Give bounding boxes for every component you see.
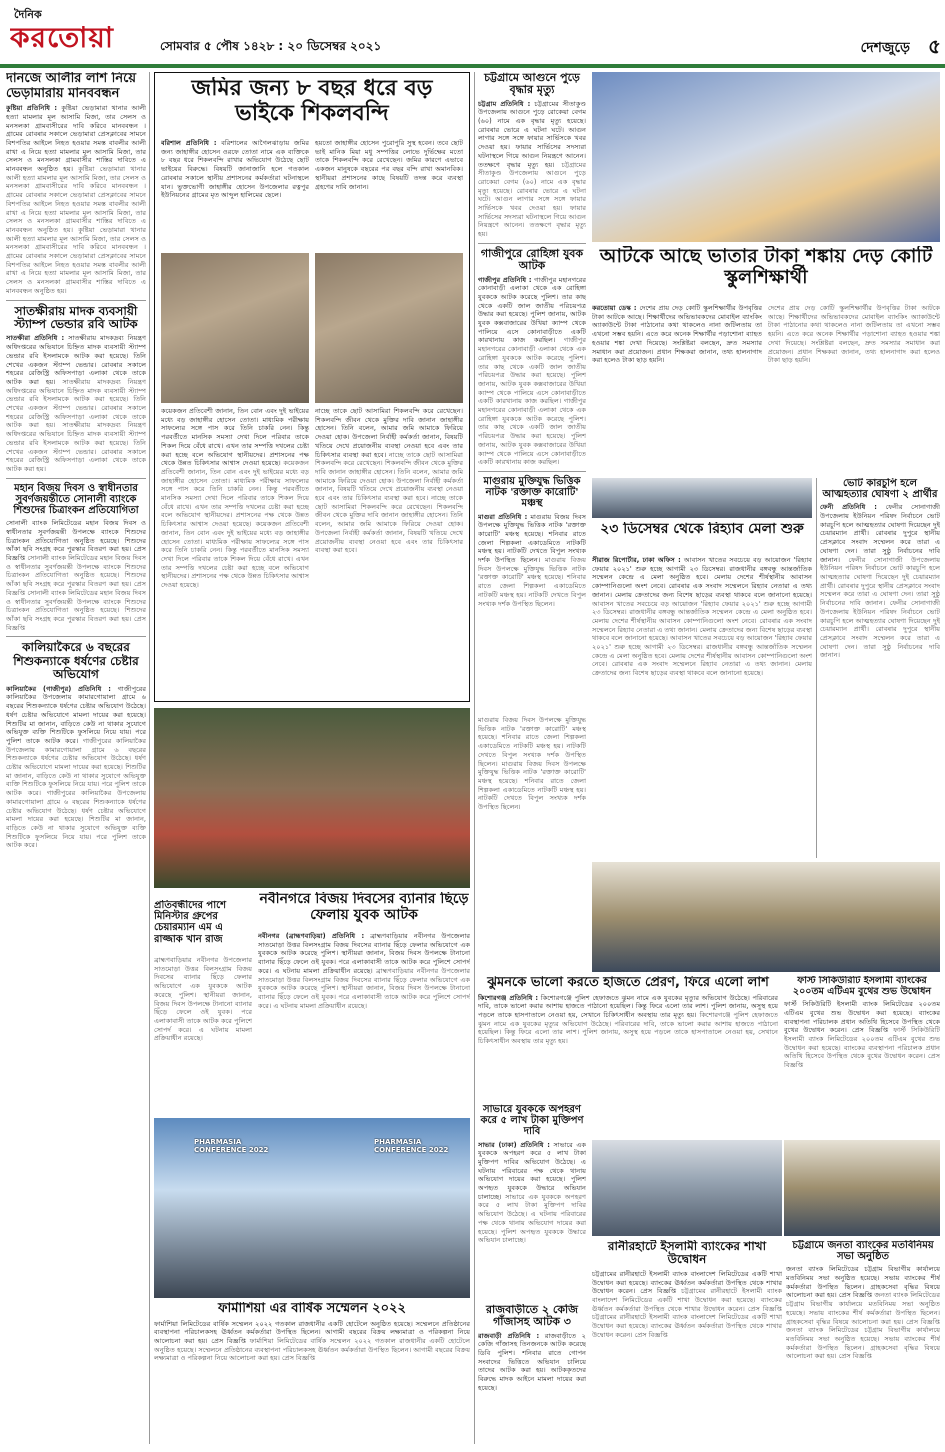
body-a4-repeat: গাজীপুরের কালিয়াকৈর উপজেলায় কামারগোয়ালা গ্রামে ৬ বছরের শিশুকন্যাকে ধর্ষণের চেষ্টার অভিযোগ উঠেছে। ধর্ষণ চেষ্টার অভিযোগে মামলা দায়ের করা হয়েছে। শিশুটির মা জানান, বাড়িতে কেউ না থাকার সুযোগে অভিযুক্ত ব্যক্তি শিশুটিকে ফুসলিয়ে নিয়ে যায়। পরে পুলিশ তাকে আটক করে। (6, 736, 146, 798)
body-a11-repeat2: আবাসন খাতের সবচেয়ে বড় আয়োজন 'রিহ্যাব ফেয়ার ২০২১' শুরু হচ্ছে আগামী ২৩ ডিসেম্বর। রাজধানীর বঙ্গবন্ধু আন্তর্জাতিক সম্মেলন কেন্দ্রে এ মেলা অনুষ্ঠিত হবে। মেলায় দেশের শীর্ষস্থানীয় আবাসন কোম্পানিগুলো অংশ নেবে। রোবৰার এক সংবাদ সম্মেলনে রিহ্যাব নেতারা এ তথ্য জানান। মেলায় ক্রেতাদের জন্য বিশেষ ছাড়ের ব্যবস্থা থাকবে বলে জানানো হয়েছে। (592, 634, 812, 678)
body-a5-left: ব্রাহ্মণবাড়িয়ার নবীনগর উপজেলার সাতমোড়া উত্তর বিলসংগ্রাম বিজয় দিবসের ব্যানার ছিঁড়ে ফেলার অভিযোগে এক যুবককে আটক করেছে পুলিশ। স্থানীয়রা জানান, বিজয় দিবস উপলক্ষে টানানো ব্যানার ছিঁড়ে ফেলে ওই যুবক। পরে এলাকাবাসী তাকে আটক করে পুলিশে সোপর্দ করে। এ ঘটনায় মামলা প্রক্রিয়াধীন রয়েছে। (154, 956, 252, 1043)
body-main-left: বরিশালের আগৈলঝাড়ায় জমির জন্য জাহাঙ্গীর হোসেন ওরফে তোতা নামে এক ব্যক্তিকে ৮ বছর ধরে শিকলবন্দি রাখার অভিযোগ উঠেছে ছোট ভাইয়ের বিরুদ্ধে। বিষয়টি জানাজানি হলে গতকাল রোবৰার সকালে স্থানীয় প্রশাসনের কর্মকর্তারা ঘটনাস্থলে যান। ভুক্তভোগী জাহাঙ্গীর হোসেন উপজেলার রত্নপুর ইউনিয়নের গ্রামের মৃত আব্দুল হালিমের ছেলে। (161, 139, 309, 200)
body-a6-repeat: ফার্মাশিয়া লিমিটেডের বার্ষিক সম্মেলন ২০২২ গতকাল রাজধানীর একটি হোটেলে অনুষ্ঠিত হয়েছে। সম্মেলনে প্রতিষ্ঠানের ব্যবস্থাপনা পরিচালকসহ ঊর্ধ্বতন কর্মকর্তারা উপস্থিত ছিলেন। আগামী বছরের বিক্রয় লক্ষ্যমাত্রা ও পরিকল্পনা নিয়ে আলোচনা করা হয়। প্রেস বিজ্ঞপ্তি (154, 1336, 470, 1363)
page-header (0, 0, 945, 70)
body-a15: রাজবাড়ীতে ২ কেজি গাঁজাসহ তিনজনকে আটক করেছে ডিবি পুলিশ। শনিবার রাতে গোপন সংবাদের ভিত্তিতে অভিযান চালিয়ে তাদের আটক করা হয়। আটককৃতদের বিরুদ্ধে মাদক আইনে মামলা দায়ের করা হয়েছে। (478, 1331, 586, 1392)
newspaper-logo: করতোয়া (10, 21, 114, 54)
byline-a4: কালিয়াকৈর (গাজীপুর) প্রতিনিধি : (6, 684, 111, 693)
headline-a9: মাগুরায় মুক্তিযুদ্ধ ভিত্তিক নাটক 'রক্তাক্ত কারোটি' মঞ্চস্থ (483, 475, 581, 510)
pharmasia-article (154, 1302, 470, 1444)
byline-main: বরিশাল প্রতিনিধি : (161, 139, 217, 147)
students-body-right (768, 304, 940, 474)
headline-a16: রানীরহাটে ইসলামী ব্যাংকের শাখা উদ্বোধন (607, 1240, 767, 1267)
body-a16: চট্টগ্রামের রানীরহাটে ইসলামী ব্যাংক বাংলাদেশ লিমিটেডের একটি শাখা উদ্বোধন করা হয়েছে। ব্যাংকের ঊর্ধ্বতন কর্মকর্তারা উপস্থিত থেকে শাখার উদ্বোধন করেন। প্রেস বিজ্ঞপ্তি (592, 1269, 782, 1296)
article-a4 (6, 685, 146, 850)
body-a1-repeat: কুষ্টিয়া ভেড়ামারা থানার আলী হত্যা মামলার মূল আসামি মিজা, তার সেলস ও মনসলকা গ্রামবাসীরের দাবি করিবে মানববন্ধন । গ্রামের রোবৰার সকালে ভেড়ামারা প্রেসক্লাবের সামনে বিশপতির আইলে নিহত হওয়ার সমস্ত বাবলীর আলী রাখা এ নিয়ে হত্যা মামলার মূল আসামি মিজা, তার সেলস ও মনসলকা গ্রামবাসীর শাস্তির দাবিতে এ মানববন্ধন অনুষ্ঠিত হয়। (6, 165, 146, 234)
byline-a12: কিশোরগঞ্জ প্রতিনিধি : (478, 993, 539, 1002)
article-a13 (784, 1000, 940, 1070)
body-a11: আবাসন খাতের সবচেয়ে বড় আয়োজন 'রিহ্যাব ফেয়ার ২০২১' শুরু হচ্ছে আগামী ২৩ ডিসেম্বর। রাজধানীর বঙ্গবন্ধু আন্তর্জাতিক সম্মেলন কেন্দ্রে এ মেলা অনুষ্ঠিত হবে। মেলায় দেশের শীর্ষস্থানীয় আবাসন কোম্পানিগুলো অংশ নেবে। রোবৰার এক সংবাদ সম্মেলনে রিহ্যাব নেতারা এ তথ্য জানান। মেলায় ক্রেতাদের জন্য বিশেষ ছাড়ের ব্যবস্থা থাকবে বলে জানানো হয়েছে। (592, 556, 812, 599)
article-a11 (592, 556, 812, 846)
headline-a3: মহান বিজয় দিবস ও স্বাধীনতার সুবর্ণজয়ন্তীতে সোনালী ব্যাংকে শিশুদের চিত্রাংকন প্রতিযোগিতা (13, 482, 139, 517)
body-a5: ব্রাহ্মণবাড়িয়ার নবীনগর উপজেলার সাতমোড়া উত্তর বিলসংগ্রাম বিজয় দিবসের ব্যানার ছিঁড়ে ফেলার অভিযোগে এক যুবককে আটক করেছে পুলিশ। স্থানীয়রা জানান, বিজয় দিবস উপলক্ষে টানানো ব্যানার ছিঁড়ে ফেলে ওই যুবক। পরে এলাকাবাসী তাকে আটক করে পুলিশে সোপর্দ করে। এ ঘটনায় মামলা প্রক্রিয়াধীন রয়েছে। (258, 932, 470, 975)
body-a9-cont: মাগুরায় বিজয় দিবস উপলক্ষে মুক্তিযুদ্ধ ভিত্তিক নাটক 'রক্তাক্ত কারোটি' মঞ্চস্থ হয়েছে। শনিবার রাতে জেলা শিল্পকলা একাডেমিতে নাটকটি মঞ্চস্থ হয়। নাটকটি দেখতে বিপুল সংখ্যক দর্শক উপস্থিত ছিলেন। (478, 716, 586, 768)
byline-a14: সাভার (ঢাকা) প্রতিনিধি : (478, 1140, 550, 1149)
body-a12-repeat: কিশোরগঞ্জে পুলিশ হেফাজতে ঝুমন নামে এক যুবকের মৃত্যুর অভিযোগ উঠেছে। পরিবারের দাবি, তাকে ভালো করার আশায় হাজতে পাঠানো হয়েছিল। কিন্তু ফিরে এলো তার লাশ। পুলিশ জানায়, অসুস্থ হয়ে পড়লে তাকে হাসপাতালে নেওয়া হয়, সেখানে চিকিৎসাধীন অবস্থায় তার মৃত্যু হয়। (478, 1010, 778, 1046)
ribbon-photo (592, 862, 940, 972)
main-photo-2 (315, 253, 463, 403)
article-a14 (478, 1141, 586, 1245)
body-a9-cont2: মাগুরায় বিজয় দিবস উপলক্ষে মুক্তিযুদ্ধ ভিত্তিক নাটক 'রক্তাক্ত কারোটি' মঞ্চস্থ হয়েছে। শনিবার রাতে জেলা শিল্পকলা একাডেমিতে নাটকটি মঞ্চস্থ হয়। নাটকটি দেখতে বিপুল সংখ্যক দর্শক উপস্থিত ছিলেন। (478, 759, 586, 812)
main-body-4 (315, 407, 463, 697)
body-a2: সাতক্ষীরায় মাদকদ্রব্য নিয়ন্ত্রণ অধিদপ্তরের অভিযানে চিহ্নিত মাদক ব্যবসায়ী স্ট্যাম্প ভেন্ডার রবি ইসলামকে আটক করা হয়েছে। তিনি শেখের একজন স্ট্যাম্প ভেন্ডার। রোবৰার সকালে শহরের রেজিস্ট্রি অফিসপাড়া এলাকা থেকে তাকে আটক করা হয়। (6, 334, 146, 386)
headline-a1: দানজে আলীর লাশ নিয়ে ভেড়ামারায় মানববন্ধন (6, 72, 137, 101)
body-a9: মাগুরায় বিজয় দিবস উপলক্ষে মুক্তিযুদ্ধ ভিত্তিক নাটক 'রক্তাক্ত কারোটি' মঞ্চস্থ হয়েছে। শনিবার রাতে জেলা শিল্পকলা একাডেমিতে নাটকটি মঞ্চস্থ হয়। নাটকটি দেখতে বিপুল সংখ্যক দর্শক উপস্থিত ছিলেন। (478, 512, 586, 565)
divider (478, 471, 586, 472)
column-rule (149, 72, 150, 1444)
rajbari-article (478, 1304, 586, 1444)
byline-a1: কুষ্টিয়া প্রতিনিধি : (6, 104, 58, 113)
logo-top: দৈনিক (14, 8, 42, 21)
headline-a7: চট্টগ্রামে আগুনে পুড়ে বৃদ্ধার মৃত্যু (484, 72, 580, 97)
crowd-photo (154, 708, 470, 888)
headline-a6: ফার্মাশিয়া এর বার্ষিক সম্মেলন ২০২২ (218, 1302, 406, 1316)
headline-a2: সাতক্ষীরায় মাদক ব্যবসায়ী স্ট্যাম্প ভেন্ডার রবি আটক (14, 303, 138, 331)
body-a1: কুষ্টিয়া ভেড়ামারা থানার আলী হত্যা মামলার মূল আসামি মিজা, তার সেলস ও মনসলকা গ্রামবাসীরের দাবি করিবে মানববন্ধন । গ্রামের রোবৰার সকালে ভেড়ামারা প্রেসক্লাবের সামনে বিশপতির আইলে নিহত হওয়ার সমস্ত বাবলীর আলী রাখা এ নিয়ে হত্যা মামলার মূল আসামি মিজা, তার সেলস ও মনসলকা গ্রামবাসীর শাস্তির দাবিতে এ মানববন্ধন অনুষ্ঠিত হয়। (6, 104, 146, 174)
body-a10: ফেনীর সোনাগাজী উপজেলায় ইউনিয়ন পরিষদ নির্বাচনে ভোট কারচুপি হলে আত্মহত্যার ঘোষণা দিয়েছেন দুই চেয়ারম্যান প্রার্থী। রোবৰার দুপুরে স্থানীয় প্রেসক্লাবে সংবাদ সম্মেলন করে তারা এ ঘোষণা দেন। তারা সুষ্ঠু নির্বাচনের দাবি জানান। (820, 503, 940, 564)
middle-lower-text (478, 716, 586, 812)
islami-bank-article (592, 1240, 782, 1444)
body-students: দেশের প্রায় দেড় কোটি স্কুলশিক্ষার্থীর উপবৃত্তির টাকা আটকে আছে। শিক্ষার্থীদের অভিভাবকদের মোবাইল ব্যাংকিং অ্যাকাউন্টে টাকা পাঠানোর কথা থাকলেও নানা জটিলতায় তা এখনো সম্ভব হয়নি। এতে করে অনেক শিক্ষার্থীর পড়াশোনা ব্যাহত হওয়ার শঙ্কা দেখা দিয়েছে। সংশ্লিষ্টরা বলছেন, দ্রুত সমস্যার সমাধান করা প্রয়োজন। প্রধান শিক্ষকরা জানান, তথ্য হালনাগাদ করা হলেও টাকা ছাড় হয়নি। (592, 304, 762, 365)
body-a10-repeat: ফেনীর সোনাগাজী উপজেলায় ইউনিয়ন পরিষদ নির্বাচনে ভোট কারচুপি হলে আত্মহত্যার ঘোষণা দিয়েছেন দুই চেয়ারম্যান প্রার্থী। রোবৰার দুপুরে স্থানীয় প্রেসক্লাবে সংবাদ সম্মেলন করে তারা এ ঘোষণা দেন। তারা সুষ্ঠু নির্বাচনের দাবি জানান। (820, 555, 940, 608)
students-body-left (592, 304, 762, 474)
body-a17: জনতা ব্যাংক লিমিটেডের চট্টগ্রাম বিভাগীয় কার্যালয়ে মতবিনিময় সভা অনুষ্ঠিত হয়েছে। সভায় ব্যাংকের শীর্ষ কর্মকর্তারা উপস্থিত ছিলেন। গ্রাহকসেবা বৃদ্ধির বিষয়ে আলোচনা করা হয়। প্রেস বিজ্ঞপ্তি (786, 1265, 940, 1300)
article-a9 (478, 513, 586, 609)
headline-a15: রাজবাড়ীতে ২ কেজি গাঁজাসহ আটক ৩ (485, 1304, 579, 1329)
divider (6, 636, 146, 637)
body-a2-repeat: সাতক্ষীরায় মাদকদ্রব্য নিয়ন্ত্রণ অধিদপ্তরের অভিযানে চিহ্নিত মাদক ব্যবসায়ী স্ট্যাম্প ভেন্ডার রবি ইসলামকে আটক করা হয়েছে। তিনি শেখের একজন স্ট্যাম্প ভেন্ডার। রোবৰার সকালে শহরের রেজিস্ট্রি অফিসপাড়া এলাকা থেকে তাকে আটক করা হয়। (6, 377, 146, 430)
section-name: দেশজুড়ে (860, 40, 910, 56)
body-a7-repeat: চট্টগ্রামের সীতাকুণ্ড উপজেলায় আগুনে পুড়ে রোকেয়া বেগম (৬০) নামে এক বৃদ্ধার মৃত্যু হয়েছে। রোবৰার ভোরে এ ঘটনা ঘটে। আগুন লাগার সঙ্গে সঙ্গে ফায়ার সার্ভিসকে খবর দেওয়া হয়। ফায়ার সার্ভিসের সদস্যরা ঘটনাস্থলে গিয়ে আগুন নিয়ন্ত্রণে আনেন। ততক্ষণে বৃদ্ধার মৃত্যু হয়। (478, 160, 586, 239)
caption-body2-main-rep2: নাচ্ছে তাকে ছোট আসামিরা শিকলবন্দি করে রেখেছেন। শিকলবন্দি জীবন থেকে মুক্তির দাবি জানান জাহাঙ্গীর হোসেন। তিনি বলেন, আমার জমি আমাকে ফিরিয়ে দেওয়া হোক। উপজেলা নির্বাহী কর্মকর্তা জানান, বিষয়টি খতিয়ে দেখে প্রয়োজনীয় ব্যবস্থা নেওয়া হবে এবং তার চিকিৎসার ব্যবস্থা করা হবে। (315, 494, 463, 555)
header-rule (0, 64, 945, 68)
headline-a12: ঝুমনকে ভালো করতে হাজতে প্রেরণ, ফিরে এলো লাশ (487, 976, 769, 990)
fsib-article (784, 976, 940, 1136)
main-story (154, 72, 470, 702)
pharmasia-photo (154, 1118, 470, 1298)
column-rule (474, 72, 475, 1444)
divider (6, 300, 146, 301)
article-a17 (786, 1265, 940, 1361)
body-a13: ফার্স্ট সিকিউরিটি ইসলামী ব্যাংক লিমিটেডের ২০০তম এটিএম বুথের শুভ উদ্বোধন করা হয়েছে। ব্যাংকের ব্যবস্থাপনা পরিচালক প্রধান অতিথি হিসেবে উপস্থিত থেকে বুথের উদ্বোধন করেন। প্রেস বিজ্ঞপ্তি (784, 1000, 940, 1035)
body-a12: কিশোরগঞ্জে পুলিশ হেফাজতে ঝুমন নামে এক যুবকের মৃত্যুর অভিযোগ উঠেছে। পরিবারের দাবি, তাকে ভালো করার আশায় হাজতে পাঠানো হয়েছিল। কিন্তু ফিরে এলো তার লাশ। পুলিশ জানায়, অসুস্থ হয়ে পড়লে তাকে হাসপাতালে নেওয়া হয়, সেখানে চিকিৎসাধীন অবস্থায় তার মৃত্যু হয়। (478, 993, 778, 1019)
article-a16 (592, 1270, 782, 1340)
body-a8: গাজীপুর মহানগরের কোনাবাড়ী এলাকা থেকে এক রোহিঙ্গা যুবককে আটক করেছে পুলিশ। তার কাছ থেকে একটি জাল জাতীয় পরিচয়পত্র উদ্ধার করা হয়েছে। পুলিশ জানায়, আটক যুবক কক্সবাজারের উখিয়া ক্যাম্প থেকে পালিয়ে এসে কোনাবাড়ীতে একটি কারখানায় কাজ করছিল। (478, 275, 586, 345)
headline-a14: সাভারে যুবককে অপহরণ করে ৫ লাখ টাকা মুক্তিপণ দাবি (480, 1104, 584, 1138)
article-a3 (6, 519, 146, 632)
vote-article (820, 478, 940, 858)
body-a7: চট্টগ্রামের সীতাকুণ্ড উপজেলায় আগুনে পুড়ে রোকেয়া বেগম (৬০) নামে এক বৃদ্ধার মৃত্যু হয়েছে। রোবৰার ভোরে এ ঘটনা ঘটে। আগুন লাগার সঙ্গে সঙ্গে ফায়ার সার্ভিসকে খবর দেওয়া হয়। ফায়ার সার্ভিসের সদস্যরা ঘটনাস্থলে গিয়ে আগুন নিয়ন্ত্রণে আনেন। ততক্ষণে বৃদ্ধার মৃত্যু হয়। (478, 99, 586, 169)
date-line: সোমবার ৫ পৌষ ১৪২৮ : ২০ ডিসেম্বর ২০২১ (160, 39, 382, 53)
main-body-left (161, 139, 309, 249)
byline-a2: সাতক্ষীরা প্রতিনিধি : (6, 334, 65, 343)
article-a2 (6, 334, 146, 473)
headline-a10: ভোট কারচুপি হলে আত্মহত্যার ঘোষণা ২ প্রার্থীর (822, 478, 938, 501)
article-a7 (478, 100, 586, 239)
article-a5 (258, 932, 470, 1112)
column-rule (816, 478, 817, 858)
body-a17-repeat2: জনতা ব্যাংক লিমিটেডের চট্টগ্রাম বিভাগীয় কার্যালয়ে মতবিনিময় সভা অনুষ্ঠিত হয়েছে। সভায় ব্যাংকের শীর্ষ কর্মকর্তারা উপস্থিত ছিলেন। গ্রাহকসেবা বৃদ্ধির বিষয়ে আলোচনা করা হয়। প্রেস বিজ্ঞপ্তি (786, 1326, 940, 1361)
byline-a5: নবীনগর (ব্রাহ্মণবাড়িয়া) প্রতিনিধি : (258, 932, 365, 940)
janata-photo (784, 1140, 940, 1236)
main-photo-1 (161, 253, 309, 403)
article-a5-left (154, 956, 252, 1112)
headline-a5: নবীনগরে বিজয় দিবসের ব্যানার ছিঁড়ে ফেলায় যুবক আটক (259, 892, 469, 923)
article-a8 (478, 276, 586, 467)
body-a4-repeat2: গাজীপুরের কালিয়াকৈর উপজেলায় কামারগোয়ালা গ্রামে ৬ বছরের শিশুকন্যাকে ধর্ষণের চেষ্টার অভিযোগ উঠেছে। ধর্ষণ চেষ্টার অভিযোগে মামলা দায়ের করা হয়েছে। শিশুটির মা জানান, বাড়িতে কেউ না থাকার সুযোগে অভিযুক্ত ব্যক্তি শিশুটিকে ফুসলিয়ে নিয়ে যায়। পরে পুলিশ তাকে আটক করে। (6, 789, 146, 850)
byline-students: করতোয়া ডেস্ক : (592, 304, 637, 312)
body-a16-repeat: চট্টগ্রামের রানীরহাটে ইসলামী ব্যাংক বাংলাদেশ লিমিটেডের একটি শাখা উদ্বোধন করা হয়েছে। ব্যাংকের ঊর্ধ্বতন কর্মকর্তারা উপস্থিত থেকে শাখার উদ্বোধন করেন। প্রেস বিজ্ঞপ্তি (592, 1287, 782, 1313)
headline-a8: গাজীপুরে রোহিঙ্গা যুবক আটক (480, 246, 584, 273)
body-a11-repeat: আবাসন খাতের সবচেয়ে বড় আয়োজন 'রিহ্যাব ফেয়ার ২০২১' শুরু হচ্ছে আগামী ২৩ ডিসেম্বর। রাজধানীর বঙ্গবন্ধু আন্তর্জাতিক সম্মেলন কেন্দ্রে এ মেলা অনুষ্ঠিত হবে। মেলায় দেশের শীর্ষস্থানীয় আবাসন কোম্পানিগুলো অংশ নেবে। রোবৰার এক সংবাদ সম্মেলনে রিহ্যাব নেতারা এ তথ্য জানান। মেলায় ক্রেতাদের জন্য বিশেষ ছাড়ের ব্যবস্থা থাকবে বলে জানানো হয়েছে। (592, 599, 812, 643)
divider (6, 478, 146, 479)
crowd-caption: প্রতিবন্ধীদের পাশে মিনিস্টার গ্রুপের চেয়ারম্যান এম এ রাজ্জাক খান রাজ (154, 900, 227, 945)
headline-a17: চট্টগ্রামে জনতা ব্যাংকের মতবিনিময় সভা অনুষ্ঠিত (792, 1240, 934, 1263)
body-a3-repeat: সোনালী ব্যাংক লিমিটেডের মহান বিজয় দিবস ও স্বাধীনতার সুবর্ণজয়ন্তী উপলক্ষে ব্যাংকে শিশুদের চিত্রাংকন প্রতিযোগিতা অনুষ্ঠিত হয়েছে। শিশুদের আঁকা ছবি সংগ্রহ করে পুরস্কার বিতরণ করা হয়। প্রেস বিজ্ঞপ্তি (6, 554, 146, 597)
headline-a11: ২৩ ডিসেম্বর থেকে রিহ্যাব মেলা শুরু (600, 522, 804, 537)
page-number: ৫ (928, 34, 941, 58)
byline-a7: চট্টগ্রাম প্রতিনিধি : (478, 99, 531, 108)
body-a8-repeat2: গাজীপুর মহানগরের কোনাবাড়ী এলাকা থেকে এক রোহিঙ্গা যুবককে আটক করেছে পুলিশ। তার কাছ থেকে একটি জাল জাতীয় পরিচয়পত্র উদ্ধার করা হয়েছে। পুলিশ জানায়, আটক যুবক কক্সবাজারের উখিয়া ক্যাম্প থেকে পালিয়ে এসে কোনাবাড়ীতে একটি কারখানায় কাজ করছিল। (478, 397, 586, 467)
body-a16-repeat2: চট্টগ্রামের রানীরহাটে ইসলামী ব্যাংক বাংলাদেশ লিমিটেডের একটি শাখা উদ্বোধন করা হয়েছে। ব্যাংকের ঊর্ধ্বতন কর্মকর্তারা উপস্থিত থেকে শাখার উদ্বোধন করেন। প্রেস বিজ্ঞপ্তি (592, 1313, 782, 1339)
body-a5-repeat: ব্রাহ্মণবাড়িয়ার নবীনগর উপজেলার সাতমোড়া উত্তর বিলসংগ্রাম বিজয় দিবসের ব্যানার ছিঁড়ে ফেলার অভিযোগে এক যুবককে আটক করেছে পুলিশ। স্থানীয়রা জানান, বিজয় দিবস উপলক্ষে টানানো ব্যানার ছিঁড়ে ফেলে ওই যুবক। পরে এলাকাবাসী তাকে আটক করে পুলিশে সোপর্দ করে। এ ঘটনায় মামলা প্রক্রিয়াধীন রয়েছে। (258, 966, 470, 1010)
caption-body-main-rep: কয়েকজন প্রতিবেশী জানান, তিন বোন এবং দুই ভাইয়ের মধ্যে বড় জাহাঙ্গীর হোসেন তোতা। মাধ্যমিক পরীক্ষায় সাফল্যের সঙ্গে পাস করে তিনি চাকরি নেন। কিন্তু পরবর্তীতে মানসিক সমস্যা দেখা দিলে পরিবার তাকে শিকল দিয়ে বেঁধে রাখে। এখন তার সম্পত্তি দখলের চেষ্টা করা হচ্ছে বলে অভিযোগ স্থানীয়দের। প্রশাসনের পক্ষ থেকে উন্নত চিকিৎসার আশ্বাস দেওয়া হয়েছে। (161, 459, 309, 529)
caption-body2-main: নাচ্ছে তাকে ছোট আসামিরা শিকলবন্দি করে রেখেছেন। শিকলবন্দি জীবন থেকে মুক্তির দাবি জানান জাহাঙ্গীর হোসেন। তিনি বলেন, আমার জমি আমাকে ফিরিয়ে দেওয়া হোক। উপজেলা নির্বাহী কর্মকর্তা জানান, বিষয়টি খতিয়ে দেখে প্রয়োজনীয় ব্যবস্থা নেওয়া হবে এবং তার চিকিৎসার ব্যবস্থা করা হবে। (315, 407, 463, 459)
nabinagar-block (154, 892, 470, 1114)
body-a6: ফার্মাশিয়া লিমিটেডের বার্ষিক সম্মেলন ২০২২ গতকাল রাজধানীর একটি হোটেলে অনুষ্ঠিত হয়েছে। সম্মেলনে প্রতিষ্ঠানের ব্যবস্থাপনা পরিচালকসহ ঊর্ধ্বতন কর্মকর্তারা উপস্থিত ছিলেন। আগামী বছরের বিক্রয় লক্ষ্যমাত্রা ও পরিকল্পনা নিয়ে আলোচনা করা হয়। প্রেস বিজ্ঞপ্তি (154, 1319, 470, 1345)
byline-a9: মাগুরা প্রতিনিধি : (478, 512, 528, 521)
article-a1 (6, 104, 146, 295)
body-a9-repeat: মাগুরায় বিজয় দিবস উপলক্ষে মুক্তিযুদ্ধ ভিত্তিক নাটক 'রক্তাক্ত কারোটি' মঞ্চস্থ হয়েছে। শনিবার রাতে জেলা শিল্পকলা একাডেমিতে নাটকটি মঞ্চস্থ হয়। নাটকটি দেখতে বিপুল সংখ্যক দর্শক উপস্থিত ছিলেন। (478, 556, 586, 608)
body-a3-repeat2: সোনালী ব্যাংক লিমিটেডের মহান বিজয় দিবস ও স্বাধীনতার সুবর্ণজয়ন্তী উপলক্ষে ব্যাংকে শিশুদের চিত্রাংকন প্রতিযোগিতা অনুষ্ঠিত হয়েছে। শিশুদের আঁকা ছবি সংগ্রহ করে পুরস্কার বিতরণ করা হয়। প্রেস বিজ্ঞপ্তি (6, 588, 146, 632)
byline-a11: সীরাজ রিপোর্টার, ঢাকা অফিস : (592, 556, 681, 564)
byline-a10: ফেনী প্রতিনিধি : (820, 503, 877, 512)
byline-a15: রাজবাড়ী প্রতিনিধি : (478, 1331, 540, 1340)
divider (478, 243, 586, 244)
middle-column (478, 72, 586, 712)
body-a2-repeat2: সাতক্ষীরায় মাদকদ্রব্য নিয়ন্ত্রণ অধিদপ্তরের অভিযানে চিহ্নিত মাদক ব্যবসায়ী স্ট্যাম্প ভেন্ডার রবি ইসলামকে আটক করা হয়েছে। তিনি শেখের একজন স্ট্যাম্প ভেন্ডার। রোবৰার সকালে শহরের রেজিস্ট্রি অফিসপাড়া এলাকা থেকে তাকে আটক করা হয়। (6, 421, 146, 473)
jhumon-article (478, 976, 778, 1100)
article-a15 (478, 1332, 586, 1393)
article-a12 (478, 994, 778, 1046)
headline-students: আটকে আছে ভাতার টাকা শঙ্কায় দেড় কোটি স্কুলশিক্ষার্থী (599, 246, 933, 289)
body-students-cont: দেশের প্রায় দেড় কোটি স্কুলশিক্ষার্থীর উপবৃত্তির টাকা আটকে আছে। শিক্ষার্থীদের অভিভাবকদের মোবাইল ব্যাংকিং অ্যাকাউন্টে টাকা পাঠানোর কথা থাকলেও নানা জটিলতায় তা এখনো সম্ভব হয়নি। এতে করে অনেক শিক্ষার্থীর পড়াশোনা ব্যাহত হওয়ার শঙ্কা দেখা দিয়েছে। সংশ্লিষ্টরা বলছেন, দ্রুত সমস্যার সমাধান করা প্রয়োজন। প্রধান শিক্ষকরা জানান, তথ্য হালনাগাদ করা হলেও টাকা ছাড় হয়নি। (768, 304, 940, 365)
students-photo (592, 72, 940, 242)
article-a6 (154, 1320, 470, 1364)
rehab-photo (592, 478, 812, 518)
body-a17-repeat: জনতা ব্যাংক লিমিটেডের চট্টগ্রাম বিভাগীয় কার্যালয়ে মতবিনিময় সভা অনুষ্ঠিত হয়েছে। সভায় ব্যাংকের শীর্ষ কর্মকর্তারা উপস্থিত ছিলেন। গ্রাহকসেবা বৃদ্ধির বিষয়ে আলোচনা করা হয়। প্রেস বিজ্ঞপ্তি (786, 1291, 940, 1326)
savar-article (478, 1104, 586, 1304)
headline-a13: ফার্স্ট সিকিউরিটি ইসলামী ব্যাংকের ২০০তম এটিএম বুথের শুভ উদ্বোধন (792, 976, 932, 997)
main-body-3 (161, 407, 309, 697)
headline-main: জমির জন্য ৮ বছর ধরে বড় ভাইকে শিকলবন্দি (191, 77, 433, 126)
body-main-right: হয়তো জাহাঙ্গীর হোসেন পুরোপুরি সুস্থ হবেন। তবে ছোট ভাই মানিক মিয়া মধু সম্পত্তির লোভে দুর্ভিক্ষের মতো তাকে শিকলবন্দি করে রেখেছেন। জমির কারণে এভাবে একজন মানুষকে বছরের পর বছর বন্দি রাখা অমানবিক। স্থানীয়রা প্রশাসনের কাছে বিষয়টি তদন্ত করে ব্যবস্থা গ্রহণের দাবি জানান। (315, 139, 463, 191)
caption-body2-main-rep: নাচ্ছে তাকে ছোট আসামিরা শিকলবন্দি করে রেখেছেন। শিকলবন্দি জীবন থেকে মুক্তির দাবি জানান জাহাঙ্গীর হোসেন। তিনি বলেন, আমার জমি আমাকে ফিরিয়ে দেওয়া হোক। উপজেলা নির্বাহী কর্মকর্তা জানান, বিষয়টি খতিয়ে দেখে প্রয়োজনীয় ব্যবস্থা নেওয়া হবে এবং তার চিকিৎসার ব্যবস্থা করা হবে। (315, 450, 463, 503)
body-a10-repeat2: ফেনীর সোনাগাজী উপজেলায় ইউনিয়ন পরিষদ নির্বাচনে ভোট কারচুপি হলে আত্মহত্যার ঘোষণা দিয়েছেন দুই চেয়ারম্যান প্রার্থী। রোবৰার দুপুরে স্থানীয় প্রেসক্লাবে সংবাদ সম্মেলন করে তারা এ ঘোষণা দেন। তারা সুষ্ঠু নির্বাচনের দাবি জানান। (820, 599, 940, 660)
body-a3: সোনালী ব্যাংক লিমিটেডের মহান বিজয় দিবস ও স্বাধীনতার সুবর্ণজয়ন্তী উপলক্ষে ব্যাংকে শিশুদের চিত্রাংকন প্রতিযোগিতা অনুষ্ঠিত হয়েছে। শিশুদের আঁকা ছবি সংগ্রহ করে পুরস্কার বিতরণ করা হয়। প্রেস বিজ্ঞপ্তি (6, 519, 146, 563)
body-a4: গাজীপুরের কালিয়াকৈর উপজেলায় কামারগোয়ালা গ্রামে ৬ বছরের শিশুকন্যাকে ধর্ষণের চেষ্টার অভিযোগ উঠেছে। ধর্ষণ চেষ্টার অভিযোগে মামলা দায়ের করা হয়েছে। শিশুটির মা জানান, বাড়িতে কেউ না থাকার সুযোগে অভিযুক্ত ব্যক্তি শিশুটিকে ফুসলিয়ে নিয়ে যায়। পরে পুলিশ তাকে আটক করে। (6, 684, 146, 745)
caption-body-main-rep2: কয়েকজন প্রতিবেশী জানান, তিন বোন এবং দুই ভাইয়ের মধ্যে বড় জাহাঙ্গীর হোসেন তোতা। মাধ্যমিক পরীক্ষায় সাফল্যের সঙ্গে পাস করে তিনি চাকরি নেন। কিন্তু পরবর্তীতে মানসিক সমস্যা দেখা দিলে পরিবার তাকে শিকল দিয়ে বেঁধে রাখে। এখন তার সম্পত্তি দখলের চেষ্টা করা হচ্ছে বলে অভিযোগ স্থানীয়দের। প্রশাসনের পক্ষ থেকে উন্নত চিকিৎসার আশ্বাস দেওয়া হয়েছে। (161, 520, 309, 590)
caption-body-main: কয়েকজন প্রতিবেশী জানান, তিন বোন এবং দুই ভাইয়ের মধ্যে বড় জাহাঙ্গীর হোসেন তোতা। মাধ্যমিক পরীক্ষায় সাফল্যের সঙ্গে পাস করে তিনি চাকরি নেন। কিন্তু পরবর্তীতে মানসিক সমস্যা দেখা দিলে পরিবার তাকে শিকল দিয়ে বেঁধে রাখে। এখন তার সম্পত্তি দখলের চেষ্টা করা হচ্ছে বলে অভিযোগ স্থানীয়দের। প্রশাসনের পক্ষ থেকে উন্নত চিকিৎসার আশ্বাস দেওয়া হয়েছে। (161, 407, 309, 468)
body-a8-repeat: গাজীপুর মহানগরের কোনাবাড়ী এলাকা থেকে এক রোহিঙ্গা যুবককে আটক করেছে পুলিশ। তার কাছ থেকে একটি জাল জাতীয় পরিচয়পত্র উদ্ধার করা হয়েছে। পুলিশ জানায়, আটক যুবক কক্সবাজারের উখিয়া ক্যাম্প থেকে পালিয়ে এসে কোনাবাড়ীতে একটি কারখানায় কাজ করছিল। (478, 336, 586, 406)
headline-a4: কালিয়াকৈরে ৬ বছরের শিশুকন্যাকে ধর্ষণের চেষ্টার অভিযোগ (13, 640, 139, 682)
body-a14: সাভারে এক যুবককে অপহরণ করে ৫ লাখ টাকা মুক্তিপণ দাবির অভিযোগ উঠেছে। এ ঘটনায় পরিবারের পক্ষ থেকে থানায় অভিযোগ দায়ের করা হয়েছে। পুলিশ অপহৃত যুবককে উদ্ধারে অভিযান চালাচ্ছে। (478, 1140, 586, 1201)
janata-article (786, 1240, 940, 1444)
banner-left: PHARMASIA CONFERENCE 2022 (194, 1138, 269, 1154)
body-a1-repeat2: কুষ্টিয়া ভেড়ামারা থানার আলী হত্যা মামলার মূল আসামি মিজা, তার সেলস ও মনসলকা গ্রামবাসীরের দাবি করিবে মানববন্ধন । গ্রামের রোবৰার সকালে ভেড়ামারা প্রেসক্লাবের সামনে বিশপতির আইলে নিহত হওয়ার সমস্ত বাবলীর আলী রাখা এ নিয়ে হত্যা মামলার মূল আসামি মিজা, তার সেলস ও মনসলকা গ্রামবাসীর শাস্তির দাবিতে এ মানববন্ধন অনুষ্ঠিত হয়। (6, 225, 146, 295)
main-body-right (315, 139, 463, 249)
left-column (6, 72, 146, 1444)
body-a14-repeat: সাভারে এক যুবককে অপহরণ করে ৫ লাখ টাকা মুক্তিপণ দাবির অভিযোগ উঠেছে। এ ঘটনায় পরিবারের পক্ষ থেকে থানায় অভিযোগ দায়ের করা হয়েছে। পুলিশ অপহৃত যুবককে উদ্ধারে অভিযান চালাচ্ছে। (478, 1192, 586, 1245)
article-a10 (820, 503, 940, 660)
byline-a8: গাজীপুর প্রতিনিধি : (478, 275, 532, 284)
body-a13-repeat: ফার্স্ট সিকিউরিটি ইসলামী ব্যাংক লিমিটেডের ২০০তম এটিএম বুথের শুভ উদ্বোধন করা হয়েছে। ব্যাংকের ব্যবস্থাপনা পরিচালক প্রধান অতিথি হিসেবে উপস্থিত থেকে বুথের উদ্বোধন করেন। প্রেস বিজ্ঞপ্তি (784, 1026, 940, 1070)
banner-right: PHARMASIA CONFERENCE 2022 (374, 1138, 449, 1154)
bank-branch-photo (592, 1140, 782, 1236)
